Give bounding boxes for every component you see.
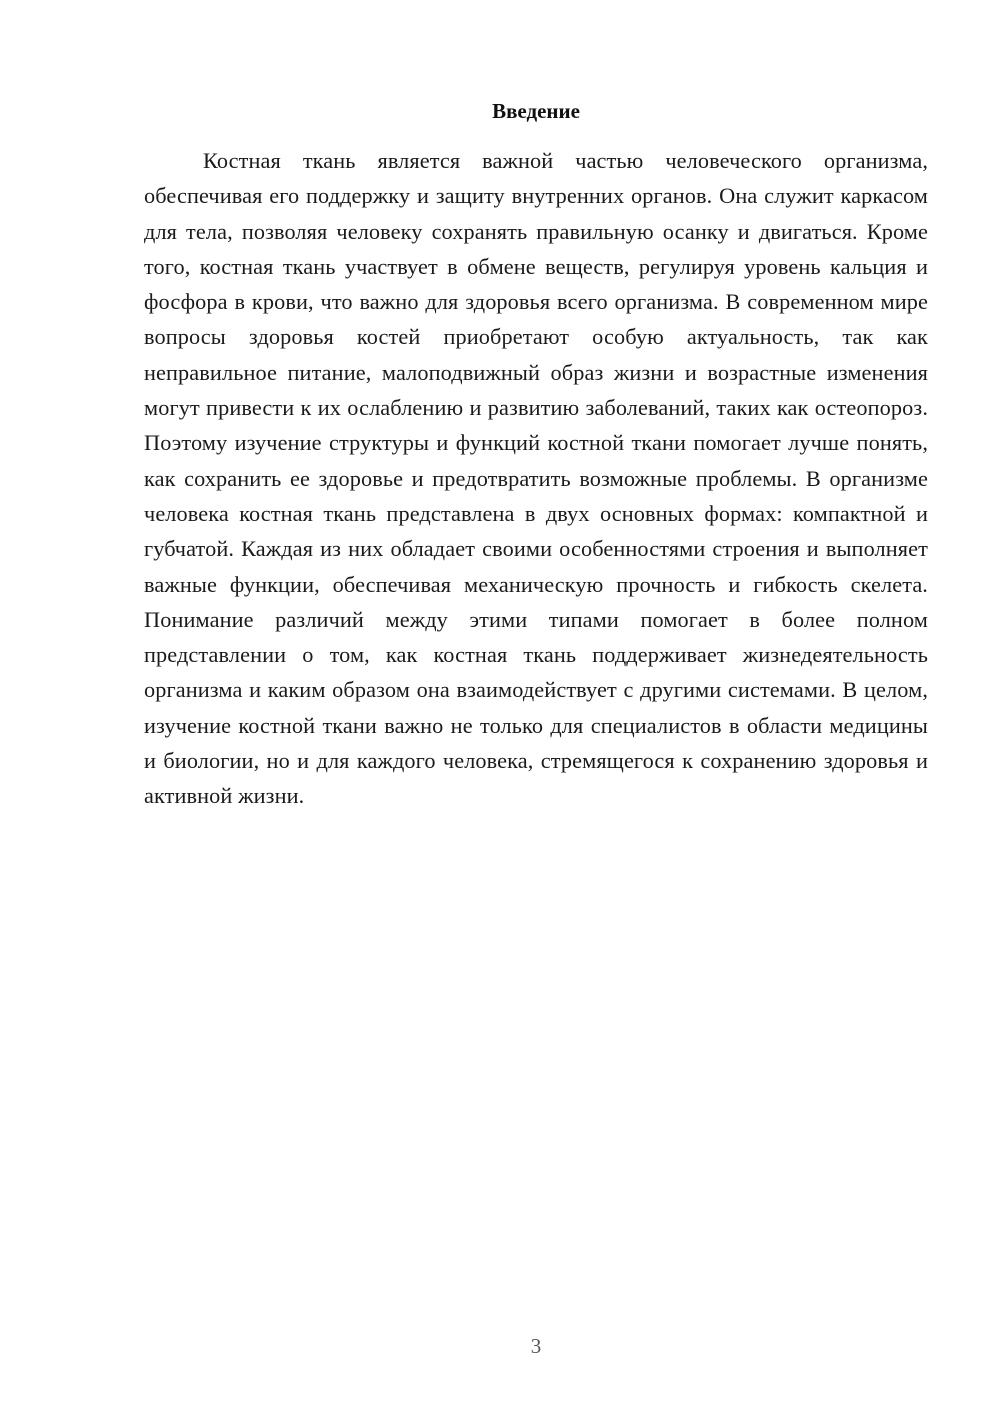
page-number: 3 — [530, 1334, 542, 1358]
body-paragraph: Костная ткань является важной частью человеческого организма, обеспечивая его поддержку и защиту внутренних органов. Она служит каркасом для тела, позволяя человеку сохранять правильную осанку и двигаться. Кроме того, костная ткань участвует в обмене веществ, регулируя уровень кальция и фосфора в крови, что важно для здоровья всего организма. В современном мире вопросы здоровья костей приобретают особую актуальность, так как неправильное питание, малоподвижный образ жизни и возрастные изменения могут привести к их ослаблению и развитию заболеваний, таких как остеопороз. Поэтому изучение структуры и функций костной ткани помогает лучше понять, как сохранить ее здоровье и предотвратить возможные проблемы. В организме человека костная ткань представлена в двух основных формах: компактной и губчатой. Каждая из них обладает своими особенностями строения и выполняет важные функции, обеспечивая механическую прочность и гибкость скелета. Понимание различий между этими типами помогает в более полном представлении о том, как костная ткань поддерживает жизнедеятельность организма и каким образом она взаимодействует с другими системами. В целом, изучение костной ткани важно не только для специалистов в области медицины и биологии, но и для каждого человека, стремящегося к сохранению здоровья и активной жизни. — [144, 148, 928, 809]
section-heading: Введение — [492, 99, 580, 123]
